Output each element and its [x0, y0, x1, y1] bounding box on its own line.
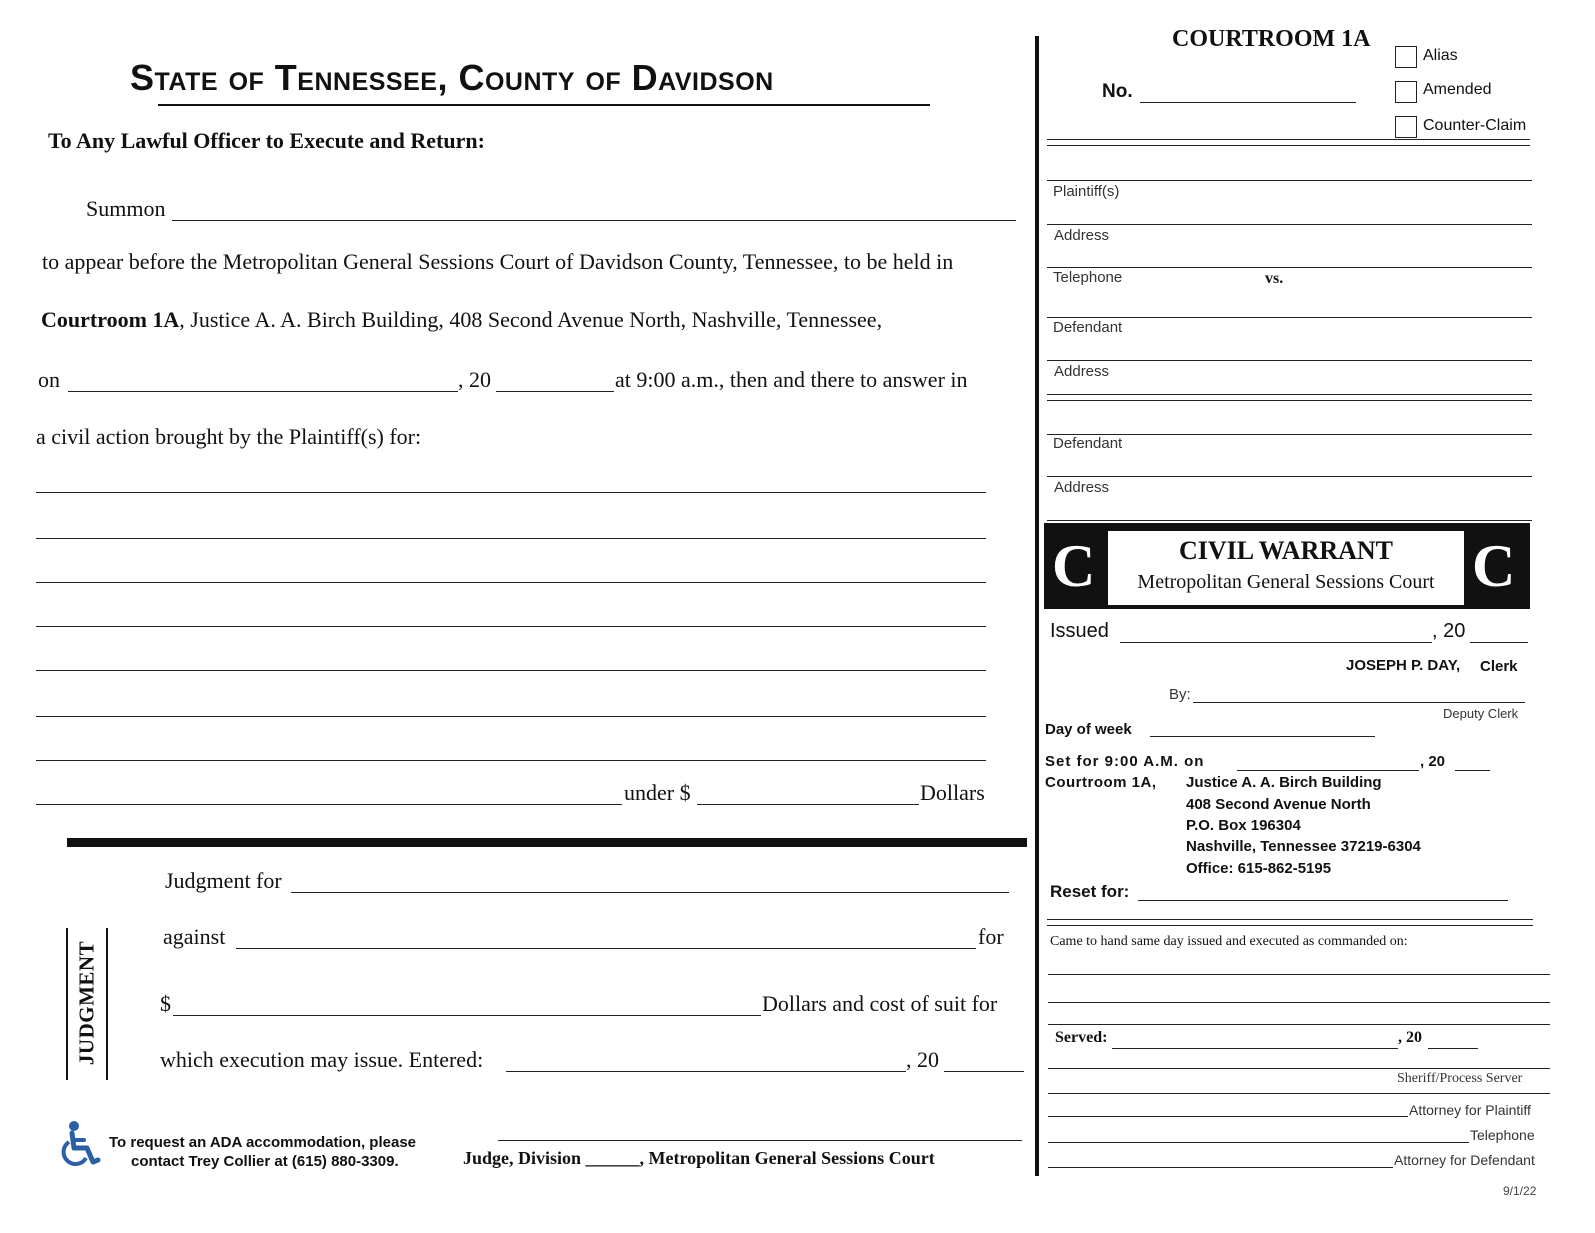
judgment-divider [67, 838, 1027, 847]
plaintiff-telephone-line[interactable] [1047, 267, 1532, 268]
claim-line-2[interactable] [36, 538, 986, 539]
against-label: against [163, 924, 226, 949]
courtroom-rest: , Justice A. A. Birch Building, 408 Second Avenue North, Nashville, Tennessee, [179, 307, 883, 332]
case-no-label: No. [1102, 81, 1133, 102]
summon-label: Summon [86, 196, 166, 221]
building-line-2: 408 Second Avenue North [1186, 796, 1371, 813]
case-double-line-1 [1047, 139, 1530, 140]
appear-year-input[interactable] [496, 367, 614, 392]
clerk-title: Clerk [1480, 658, 1518, 675]
plaintiff-address-label: Address [1054, 227, 1110, 244]
served-year-prefix: , 20 [1398, 1029, 1422, 1046]
time-text: at 9:00 a.m., then and there to answer in [615, 367, 968, 392]
case-no-input[interactable] [1140, 80, 1356, 103]
officer-heading: To Any Lawful Officer to Execute and Return: [48, 128, 485, 153]
appear-line: to appear before the Metropolitan General Sessions Court of Davidson County, Tennessee, to be held in [42, 249, 954, 274]
defendant2-label: Defendant [1053, 435, 1123, 452]
sheriff-signature-line[interactable] [1048, 1068, 1550, 1069]
vs-label: vs. [1265, 270, 1284, 287]
judge-line-label: Judge, Division ______, Metropolitan General Sessions Court [463, 1148, 935, 1168]
banner-subtitle: Metropolitan General Sessions Court [1137, 571, 1435, 593]
defendant1-address-label: Address [1054, 363, 1110, 380]
served-year-input[interactable] [1428, 1028, 1478, 1049]
banner-letter-left: C [1052, 533, 1096, 599]
under-label: under $ [624, 780, 691, 805]
return-double-line-2 [1047, 925, 1533, 926]
reset-for-label: Reset for: [1050, 882, 1130, 901]
attorney-defendant-label: Attorney for Defendant [1394, 1152, 1535, 1168]
sheriff-bottom-line [1048, 1093, 1550, 1094]
entered-date-input[interactable] [506, 1047, 906, 1072]
issued-label: Issued [1050, 620, 1109, 642]
banner-top-line [1047, 520, 1532, 521]
defendant1-line[interactable] [1047, 317, 1532, 318]
deputy-signature-input[interactable] [1193, 686, 1525, 703]
telephone-right-input[interactable] [1048, 1126, 1469, 1143]
attorney-plaintiff-label: Attorney for Plaintiff [1409, 1102, 1531, 1118]
case-double-line-2 [1047, 145, 1530, 146]
counter-claim-checkbox[interactable] [1395, 116, 1417, 138]
set-for-label: Set for 9:00 A.M. on [1045, 753, 1205, 770]
return-line-1[interactable] [1048, 974, 1550, 975]
issued-date-input[interactable] [1120, 620, 1432, 643]
alias-label: Alias [1423, 47, 1458, 64]
dollars-label: Dollars [920, 780, 985, 805]
vertical-divider [1035, 36, 1039, 1176]
deputy-clerk-label: Deputy Clerk [1443, 706, 1519, 721]
defendant1-address-line[interactable] [1047, 360, 1532, 361]
claim-line-8[interactable] [36, 780, 622, 805]
claim-line-5[interactable] [36, 670, 986, 671]
building-line-3: P.O. Box 196304 [1186, 817, 1301, 834]
alias-checkbox[interactable] [1395, 46, 1417, 68]
entered-year-input[interactable] [944, 1047, 1024, 1072]
entered-year-prefix: , 20 [906, 1047, 939, 1072]
set-year-prefix: , 20 [1420, 753, 1446, 770]
form-date: 9/1/22 [1503, 1184, 1537, 1198]
return-line-3[interactable] [1048, 1024, 1550, 1025]
courtroom-line [41, 307, 882, 333]
building-line-5: Office: 615-862-5195 [1186, 860, 1332, 877]
banner-title: CIVIL WARRANT [1178, 536, 1394, 565]
judge-signature-line[interactable] [498, 1140, 1022, 1141]
claim-line-7[interactable] [36, 760, 986, 761]
against-input[interactable] [236, 924, 976, 949]
clerk-name: JOSEPH P. DAY, [1346, 657, 1461, 674]
return-line-2[interactable] [1048, 1002, 1550, 1003]
defendant-double-line-1 [1047, 394, 1532, 395]
on-label: on [38, 367, 60, 392]
judgment-for-label: Judgment for [165, 868, 282, 893]
served-label: Served: [1055, 1029, 1108, 1046]
appear-date-input[interactable] [68, 367, 458, 392]
building-line-4: Nashville, Tennessee 37219-6304 [1186, 838, 1421, 855]
courtroom-header: COURTROOM 1A [1172, 26, 1371, 52]
served-date-input[interactable] [1112, 1028, 1398, 1049]
day-of-week-input[interactable] [1150, 718, 1375, 737]
amended-checkbox[interactable] [1395, 81, 1417, 103]
courtroom-bold: Courtroom 1A [41, 307, 180, 332]
claim-line-4[interactable] [36, 626, 986, 627]
banner-center [1108, 529, 1464, 607]
attorney-plaintiff-input[interactable] [1048, 1100, 1408, 1117]
building-line-1: Justice A. A. Birch Building [1186, 774, 1382, 791]
day-of-week-label: Day of week [1045, 721, 1132, 738]
year-prefix: , 20 [458, 367, 491, 392]
amount-input[interactable] [697, 780, 919, 805]
telephone-right-label: Telephone [1470, 1127, 1535, 1143]
sheriff-label: Sheriff/Process Server [1397, 1071, 1523, 1086]
execution-label: which execution may issue. Entered: [160, 1047, 484, 1072]
ada-line-2: contact Trey Collier at (615) 880-3309. [131, 1153, 399, 1170]
plaintiff-address-line[interactable] [1047, 224, 1532, 225]
wheelchair-icon [58, 1120, 102, 1168]
defendant2-address-label: Address [1054, 479, 1110, 496]
claim-line-6[interactable] [36, 716, 986, 717]
by-label: By: [1169, 686, 1191, 703]
judgment-amount-input[interactable] [173, 991, 761, 1016]
counter-claim-label: Counter-Claim [1423, 117, 1527, 134]
for-label: for [978, 924, 1004, 949]
reset-for-input[interactable] [1138, 880, 1508, 901]
civil-warrant-banner [1044, 523, 1530, 609]
page-title: State of Tennessee, County of Davidson [130, 57, 774, 98]
judgment-side-bar-left [66, 928, 68, 1080]
judgment-for-input[interactable] [291, 868, 1009, 893]
banner-letter-right: C [1472, 533, 1516, 599]
issued-year-prefix: , 20 [1432, 620, 1466, 642]
claim-line-1[interactable] [36, 492, 986, 493]
plaintiff-line[interactable] [1047, 180, 1532, 181]
defendant1-label: Defendant [1053, 319, 1123, 336]
plaintiffs-label: Plaintiff(s) [1053, 183, 1120, 200]
attorney-defendant-input[interactable] [1048, 1151, 1393, 1168]
set-year-input[interactable] [1455, 752, 1490, 771]
defendant-double-line-2 [1047, 400, 1532, 401]
came-to-hand-label: Came to hand same day issued and executed as commanded on: [1050, 934, 1408, 949]
dollar-sign: $ [160, 991, 171, 1016]
title-underline [158, 104, 930, 106]
summon-input[interactable] [172, 196, 1016, 221]
judgment-side-bar-right [106, 928, 108, 1080]
amended-label: Amended [1423, 81, 1492, 98]
issued-year-input[interactable] [1470, 620, 1528, 643]
dollars-cost-label: Dollars and cost of suit for [762, 991, 998, 1016]
return-double-line-1 [1047, 919, 1533, 920]
set-date-input[interactable] [1237, 752, 1419, 771]
claim-line-3[interactable] [36, 582, 986, 583]
courtroom-short: Courtroom 1A, [1045, 774, 1157, 791]
ada-line-1: To request an ADA accommodation, please [109, 1134, 417, 1151]
plaintiff-telephone-label: Telephone [1053, 269, 1123, 286]
judgment-side-label: JUDGMENT [74, 940, 99, 1066]
civil-action-line: a civil action brought by the Plaintiff(s) for: [36, 424, 422, 449]
defendant2-address-line[interactable] [1047, 476, 1532, 477]
